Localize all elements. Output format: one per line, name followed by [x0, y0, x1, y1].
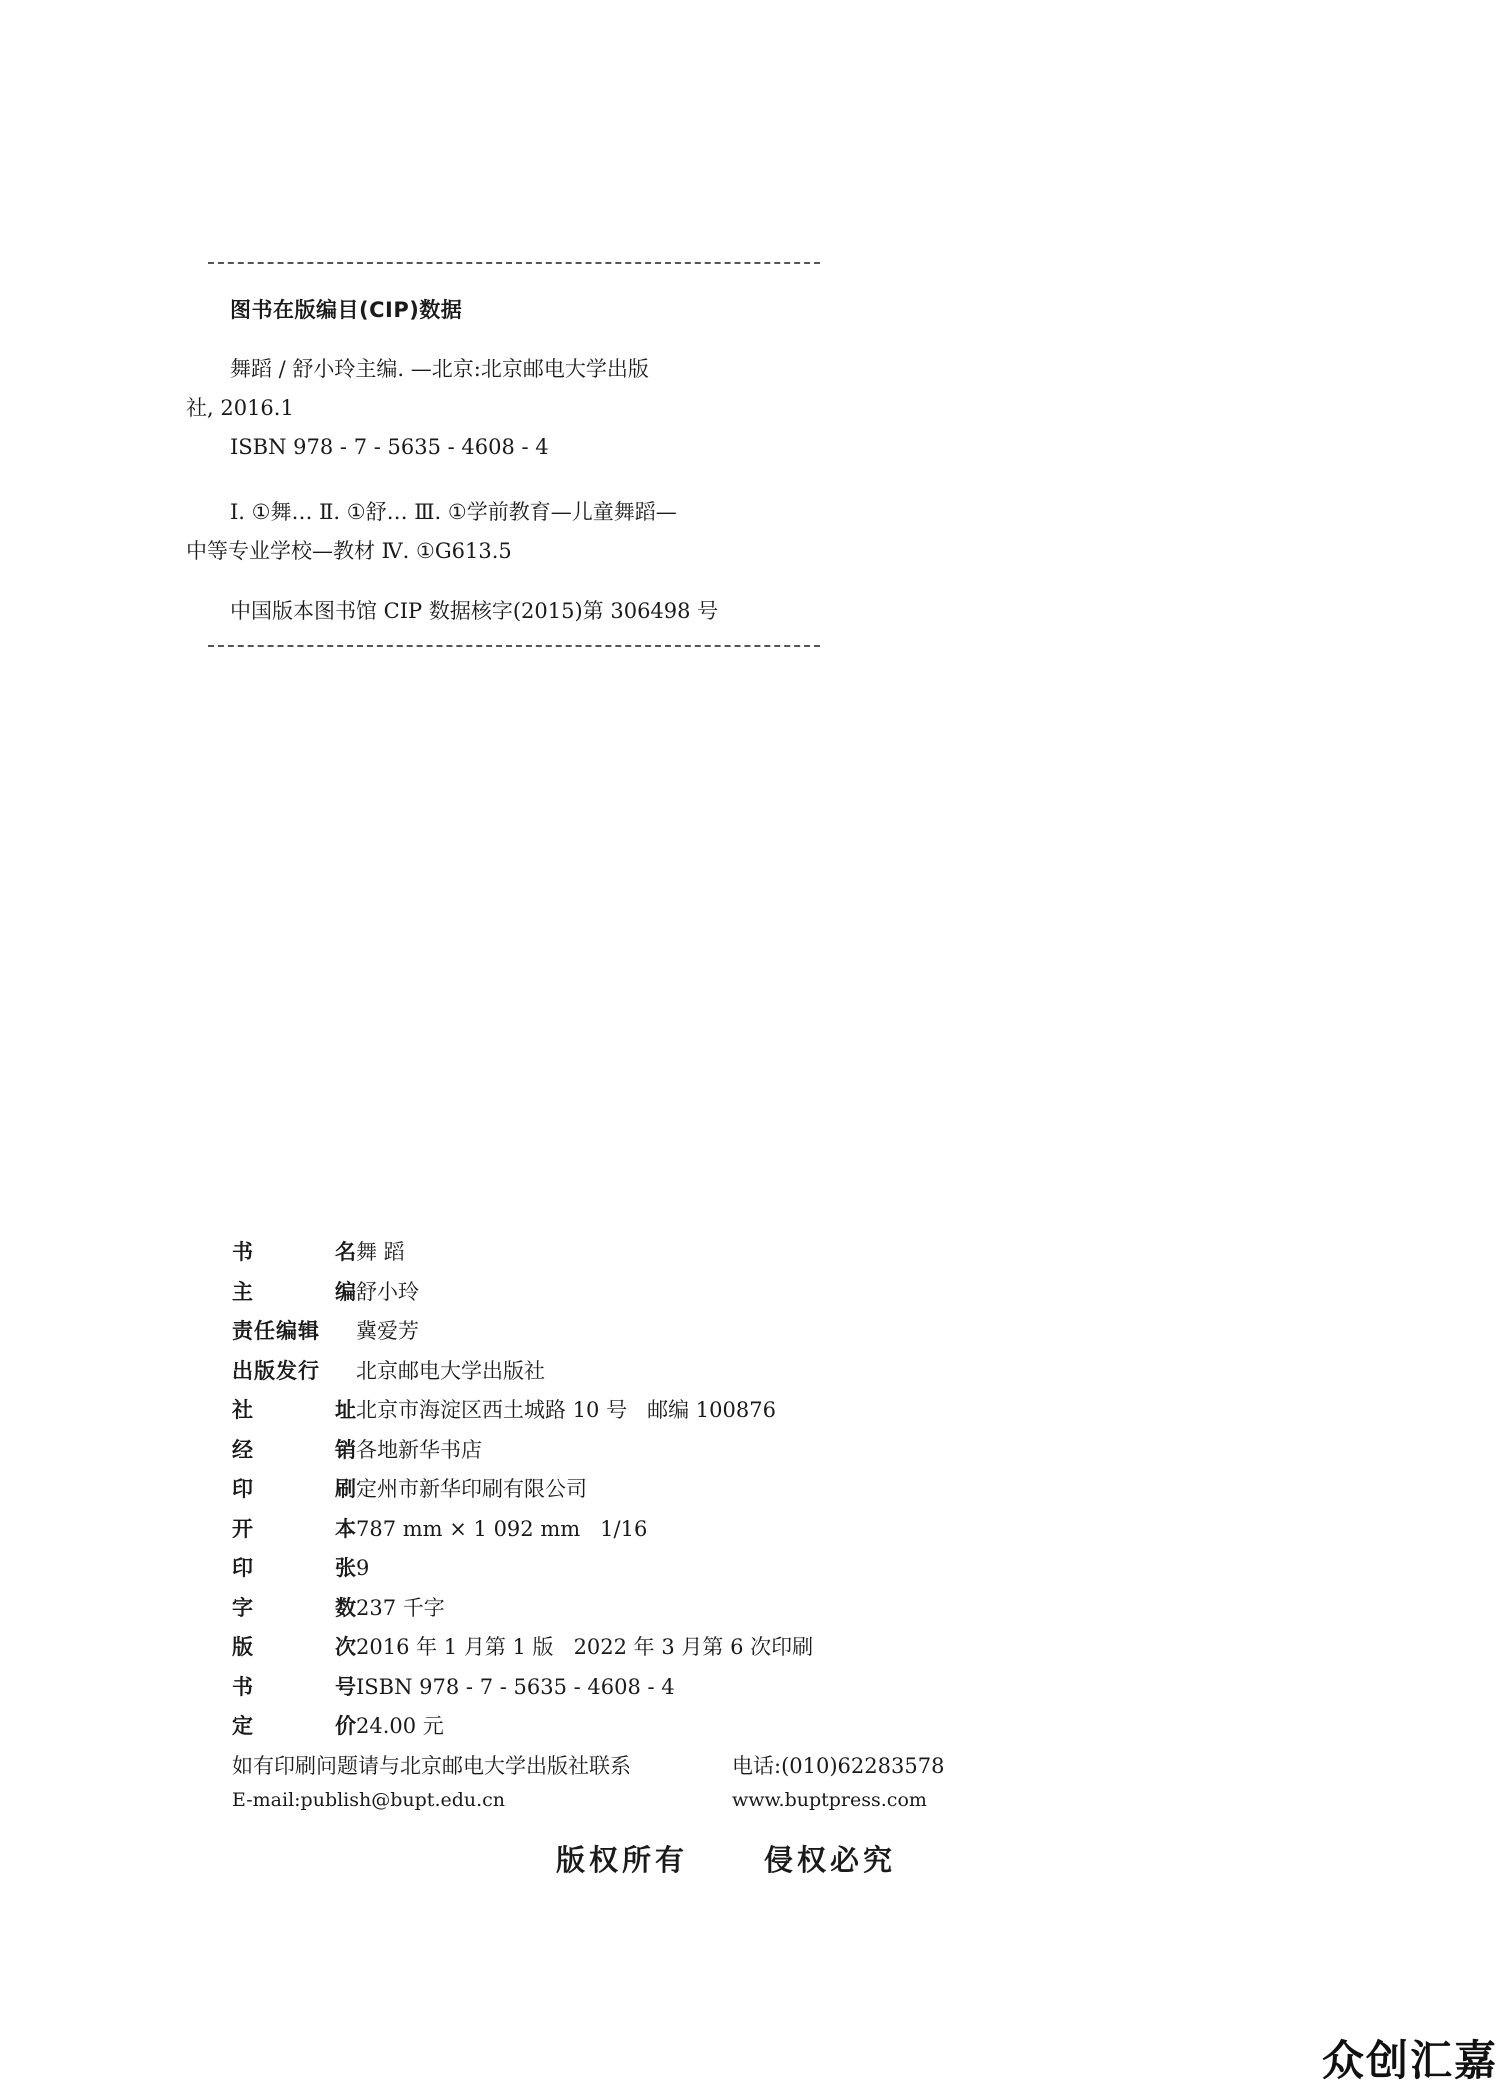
- colophon-row: [232, 1671, 1032, 1711]
- email-address: E-mail:publish@bupt.edu.cn: [232, 1789, 506, 1811]
- colophon: [232, 1236, 1032, 1827]
- website-address: www.buptpress.com: [732, 1789, 927, 1811]
- colophon-label: [232, 1552, 356, 1582]
- phone-number: 电话:(010)62283578: [732, 1753, 945, 1778]
- colophon-label-text: 责任编辑: [232, 1319, 320, 1343]
- colophon-label-text: 印: [232, 1477, 253, 1501]
- colophon-row: [232, 1513, 1032, 1553]
- colophon-label-text: 价: [335, 1714, 356, 1738]
- colophon-label-text: 出版发行: [232, 1358, 320, 1383]
- colophon-label: [232, 1473, 356, 1503]
- watermark-logo: 众创汇嘉: [1321, 2036, 1498, 2085]
- colophon-rows: [232, 1236, 1032, 1750]
- colophon-value: 舒小玲: [356, 1279, 419, 1304]
- colophon-value: 冀爱芳: [356, 1319, 419, 1343]
- colophon-label: [232, 1355, 356, 1385]
- colophon-label-text: 编: [335, 1279, 356, 1304]
- colophon-label-text: 定: [232, 1714, 253, 1738]
- colophon-value: 237 千字: [356, 1595, 445, 1620]
- colophon-label-text: 字: [232, 1595, 253, 1620]
- colophon-label-text: 数: [335, 1595, 356, 1620]
- email-row: [232, 1789, 1032, 1827]
- colophon-label: [232, 1513, 356, 1543]
- colophon-label: [232, 1710, 356, 1740]
- colophon-row: [232, 1552, 1032, 1592]
- cip-data-block: [186, 262, 820, 647]
- cip-subject-line-2: 中等专业学校—教材 Ⅳ. ①G613.5: [186, 539, 512, 563]
- colophon-label: [232, 1236, 356, 1266]
- cip-verification-number: 中国版本图书馆 CIP 数据核字(2015)第 306498 号: [230, 599, 719, 623]
- colophon-value: 北京邮电大学出版社: [356, 1358, 545, 1383]
- colophon-row: [232, 1473, 1032, 1513]
- colophon-label: [232, 1592, 356, 1622]
- colophon-value: 787 mm × 1 092 mm 1/16: [356, 1516, 648, 1541]
- colophon-label-text: 主: [232, 1279, 253, 1304]
- printing-problem-note: 如有印刷问题请与北京邮电大学出版社联系: [232, 1753, 631, 1778]
- cip-subject-entry: [186, 493, 820, 571]
- colophon-row: [232, 1394, 1032, 1434]
- cip-entry-line-2: 社, 2016.1: [186, 396, 294, 420]
- cip-entry-line-1: 舞蹈 / 舒小玲主编. —北京:北京邮电大学出版: [230, 357, 649, 381]
- rights-reserved: 版权所有: [556, 1843, 689, 1877]
- colophon-row: [232, 1276, 1032, 1316]
- colophon-row: [232, 1631, 1032, 1671]
- colophon-label-text: 版: [232, 1635, 253, 1659]
- colophon-label: [232, 1394, 356, 1424]
- colophon-row: [232, 1355, 1032, 1395]
- colophon-label-text: 址: [335, 1398, 356, 1422]
- colophon-label-text: 名: [335, 1240, 356, 1264]
- colophon-value: 2016 年 1 月第 1 版 2022 年 3 月第 6 次印刷: [356, 1635, 814, 1659]
- cip-isbn-line: ISBN 978 - 7 - 5635 - 4608 - 4: [230, 435, 549, 459]
- colophon-label-text: 刷: [335, 1477, 356, 1501]
- contact-row: [232, 1750, 1032, 1790]
- colophon-row: [232, 1315, 1032, 1355]
- colophon-label-text: 号: [335, 1674, 356, 1699]
- colophon-label: [232, 1434, 356, 1464]
- cip-heading: 图书在版编目(CIP)数据: [230, 298, 463, 322]
- colophon-value: 9: [356, 1556, 370, 1580]
- colophon-value: 舞 蹈: [356, 1240, 405, 1264]
- cip-bibliographic-entry: [186, 350, 820, 467]
- colophon-label-text: 书: [232, 1674, 253, 1699]
- colophon-row: [232, 1434, 1032, 1474]
- colophon-row: [232, 1236, 1032, 1276]
- colophon-label-text: 社: [232, 1398, 253, 1422]
- colophon-label-text: 印: [232, 1556, 253, 1580]
- copyright-notice: [556, 1838, 896, 1879]
- infringement-notice: 侵权必究: [764, 1843, 897, 1877]
- colophon-value: 24.00 元: [356, 1714, 444, 1738]
- colophon-label: [232, 1671, 356, 1701]
- colophon-label-text: 次: [335, 1635, 356, 1659]
- colophon-value: 北京市海淀区西土城路 10 号 邮编 100876: [356, 1398, 776, 1422]
- colophon-label-text: 本: [335, 1516, 356, 1541]
- top-dashed-rule: [208, 262, 820, 264]
- colophon-label: [232, 1631, 356, 1661]
- colophon-label-text: 经: [232, 1437, 253, 1462]
- colophon-row: [232, 1592, 1032, 1632]
- colophon-label-text: 开: [232, 1516, 253, 1541]
- colophon-label-text: 销: [335, 1437, 356, 1462]
- colophon-label: [232, 1315, 356, 1345]
- colophon-value: 各地新华书店: [356, 1437, 482, 1462]
- bottom-dashed-rule: [208, 645, 820, 647]
- colophon-label: [232, 1276, 356, 1306]
- colophon-row: [232, 1710, 1032, 1750]
- colophon-value: 定州市新华印刷有限公司: [356, 1477, 587, 1501]
- cip-subject-line-1: Ⅰ. ①舞… Ⅱ. ①舒… Ⅲ. ①学前教育—儿童舞蹈—: [230, 500, 677, 524]
- colophon-label-text: 书: [232, 1240, 253, 1264]
- colophon-value: ISBN 978 - 7 - 5635 - 4608 - 4: [356, 1674, 675, 1699]
- colophon-label-text: 张: [335, 1556, 356, 1580]
